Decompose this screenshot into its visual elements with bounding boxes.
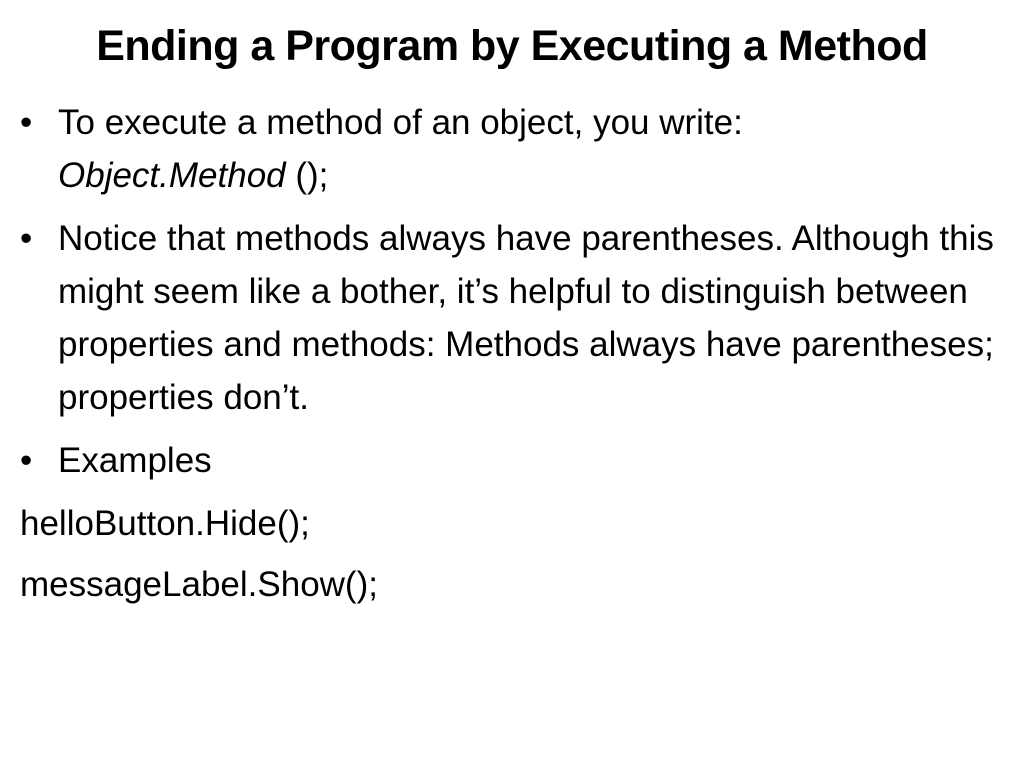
bullet-symbol: • — [20, 103, 33, 142]
bullet-item — [20, 212, 1000, 424]
bullet-item — [20, 434, 1000, 487]
method-syntax-example — [58, 149, 1000, 202]
bullet-item — [20, 96, 1000, 202]
method-syntax-rest: (); — [285, 156, 329, 195]
slide-title: Ending a Program by Executing a Method — [96, 22, 928, 70]
code-example-line: messageLabel.Show(); — [20, 565, 378, 604]
method-syntax-italic: Object.Method — [58, 156, 286, 195]
slide-body — [20, 96, 1000, 619]
bullet-text: Examples — [58, 441, 212, 480]
bullet-symbol: • — [20, 219, 33, 258]
bullet-symbol: • — [20, 441, 33, 480]
code-example-line: helloButton.Hide(); — [20, 504, 310, 543]
bullet-text: To execute a method of an object, you write: — [58, 103, 743, 142]
bullet-text: Notice that methods always have parentheses. Although this might seem like a bother, it’s helpful to distinguish between properties and methods: Methods always have parentheses; properties don’t. — [58, 219, 994, 417]
